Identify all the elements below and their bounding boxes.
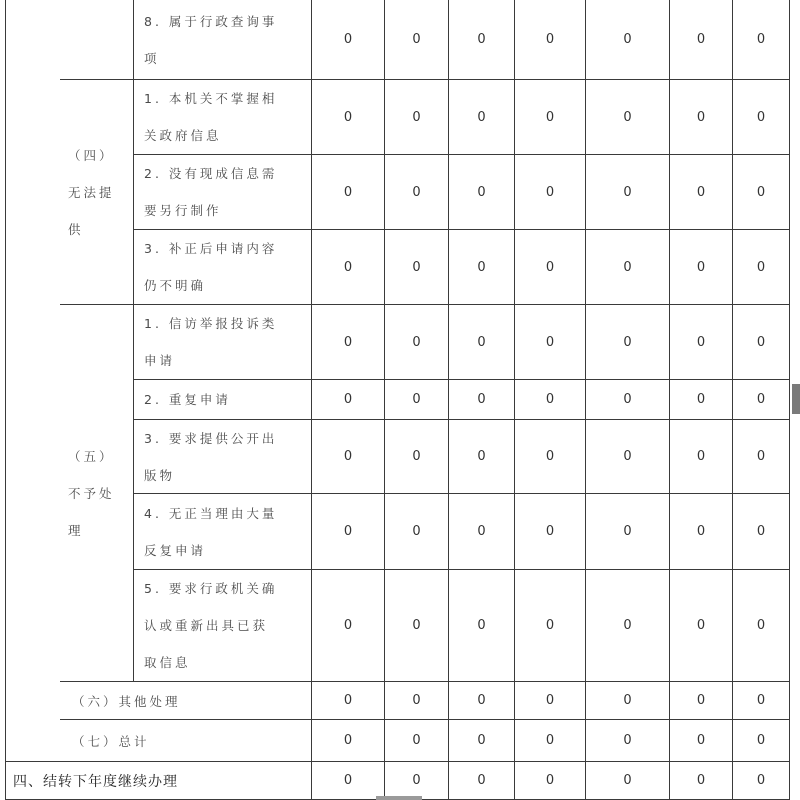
value-cell: 0 xyxy=(733,420,790,494)
value-cell: 0 xyxy=(586,420,670,494)
value-cell: 0 xyxy=(586,494,670,570)
value-cell: 0 xyxy=(515,230,586,305)
value-cell: 0 xyxy=(733,682,790,720)
value-cell: 0 xyxy=(670,762,733,800)
value-cell: 0 xyxy=(385,420,449,494)
value-cell: 0 xyxy=(515,762,586,800)
value-cell: 0 xyxy=(385,380,449,420)
item-label: 3. 补正后申请内容 仍不明确 xyxy=(134,230,312,305)
value-cell: 0 xyxy=(312,420,385,494)
carry-over-divider xyxy=(5,761,790,762)
value-cell: 0 xyxy=(449,494,515,570)
value-cell: 0 xyxy=(312,230,385,305)
value-cell: 0 xyxy=(515,720,586,762)
value-cell: 0 xyxy=(515,420,586,494)
value-cell: 0 xyxy=(586,682,670,720)
value-cell: 0 xyxy=(312,570,385,682)
item-label: 5. 要求行政机关确 认或重新出具已获 取信息 xyxy=(134,570,312,682)
value-cell: 0 xyxy=(385,494,449,570)
value-cell: 0 xyxy=(515,80,586,155)
value-cell: 0 xyxy=(586,0,670,80)
item-label: 1. 信访举报投诉类 申请 xyxy=(134,305,312,380)
table-left-border xyxy=(5,0,6,800)
row-label-carry-over: 四、结转下年度继续办理 xyxy=(5,762,312,800)
value-cell: 0 xyxy=(733,0,790,80)
value-cell: 0 xyxy=(733,380,790,420)
value-cell: 0 xyxy=(733,762,790,800)
value-cell: 0 xyxy=(312,494,385,570)
value-cell: 0 xyxy=(449,420,515,494)
category-cell-continued xyxy=(60,0,134,80)
value-cell: 0 xyxy=(586,80,670,155)
value-cell: 0 xyxy=(385,570,449,682)
value-cell: 0 xyxy=(385,762,449,800)
value-cell: 0 xyxy=(670,305,733,380)
value-cell: 0 xyxy=(670,230,733,305)
value-cell: 0 xyxy=(385,80,449,155)
bottom-scroll-tab[interactable] xyxy=(376,796,422,800)
value-cell: 0 xyxy=(586,305,670,380)
value-cell: 0 xyxy=(586,380,670,420)
value-cell: 0 xyxy=(586,155,670,230)
value-cell: 0 xyxy=(670,420,733,494)
value-cell: 0 xyxy=(385,682,449,720)
value-cell: 0 xyxy=(449,762,515,800)
value-cell: 0 xyxy=(515,570,586,682)
value-cell: 0 xyxy=(449,0,515,80)
value-cell: 0 xyxy=(586,720,670,762)
value-cell: 0 xyxy=(515,682,586,720)
value-cell: 0 xyxy=(586,762,670,800)
value-cell: 0 xyxy=(733,720,790,762)
value-cell: 0 xyxy=(385,230,449,305)
value-cell: 0 xyxy=(586,570,670,682)
value-cell: 0 xyxy=(312,0,385,80)
row-label-other-processing: （六）其他处理 xyxy=(60,682,312,720)
value-cell: 0 xyxy=(515,155,586,230)
value-cell: 0 xyxy=(449,80,515,155)
value-cell: 0 xyxy=(733,230,790,305)
value-cell: 0 xyxy=(515,305,586,380)
value-cell: 0 xyxy=(515,0,586,80)
item-label: 8. 属于行政查询事 项 xyxy=(134,0,312,80)
value-cell: 0 xyxy=(733,494,790,570)
value-cell: 0 xyxy=(312,155,385,230)
value-cell: 0 xyxy=(670,682,733,720)
value-cell: 0 xyxy=(670,720,733,762)
value-cell: 0 xyxy=(449,305,515,380)
item-label: 3. 要求提供公开出 版物 xyxy=(134,420,312,494)
value-cell: 0 xyxy=(385,305,449,380)
value-cell: 0 xyxy=(515,380,586,420)
value-cell: 0 xyxy=(733,155,790,230)
value-cell: 0 xyxy=(312,682,385,720)
value-cell: 0 xyxy=(670,0,733,80)
row-label-total: （七）总计 xyxy=(60,720,312,762)
value-cell: 0 xyxy=(385,720,449,762)
value-cell: 0 xyxy=(670,494,733,570)
value-cell: 0 xyxy=(449,230,515,305)
value-cell: 0 xyxy=(449,155,515,230)
value-cell: 0 xyxy=(312,380,385,420)
value-cell: 0 xyxy=(312,305,385,380)
value-cell: 0 xyxy=(733,305,790,380)
value-cell: 0 xyxy=(670,80,733,155)
value-cell: 0 xyxy=(312,762,385,800)
value-cell: 0 xyxy=(449,380,515,420)
value-cell: 0 xyxy=(385,0,449,80)
category-cell-cannot-provide: （四） 无法提 供 xyxy=(60,80,134,305)
value-cell: 0 xyxy=(515,494,586,570)
value-cell: 0 xyxy=(670,380,733,420)
item-label: 2. 重复申请 xyxy=(134,380,312,420)
item-label: 1. 本机关不掌握相 关政府信息 xyxy=(134,80,312,155)
value-cell: 0 xyxy=(312,80,385,155)
value-cell: 0 xyxy=(449,682,515,720)
value-cell: 0 xyxy=(385,155,449,230)
value-cell: 0 xyxy=(733,570,790,682)
item-label: 2. 没有现成信息需 要另行制作 xyxy=(134,155,312,230)
scrollbar-handle[interactable] xyxy=(792,384,800,414)
value-cell: 0 xyxy=(586,230,670,305)
item-label: 4. 无正当理由大量 反复申请 xyxy=(134,494,312,570)
category-cell-not-processed: （五） 不予处 理 xyxy=(60,305,134,682)
value-cell: 0 xyxy=(670,155,733,230)
value-cell: 0 xyxy=(312,720,385,762)
value-cell: 0 xyxy=(449,570,515,682)
value-cell: 0 xyxy=(670,570,733,682)
value-cell: 0 xyxy=(733,80,790,155)
value-cell: 0 xyxy=(449,720,515,762)
